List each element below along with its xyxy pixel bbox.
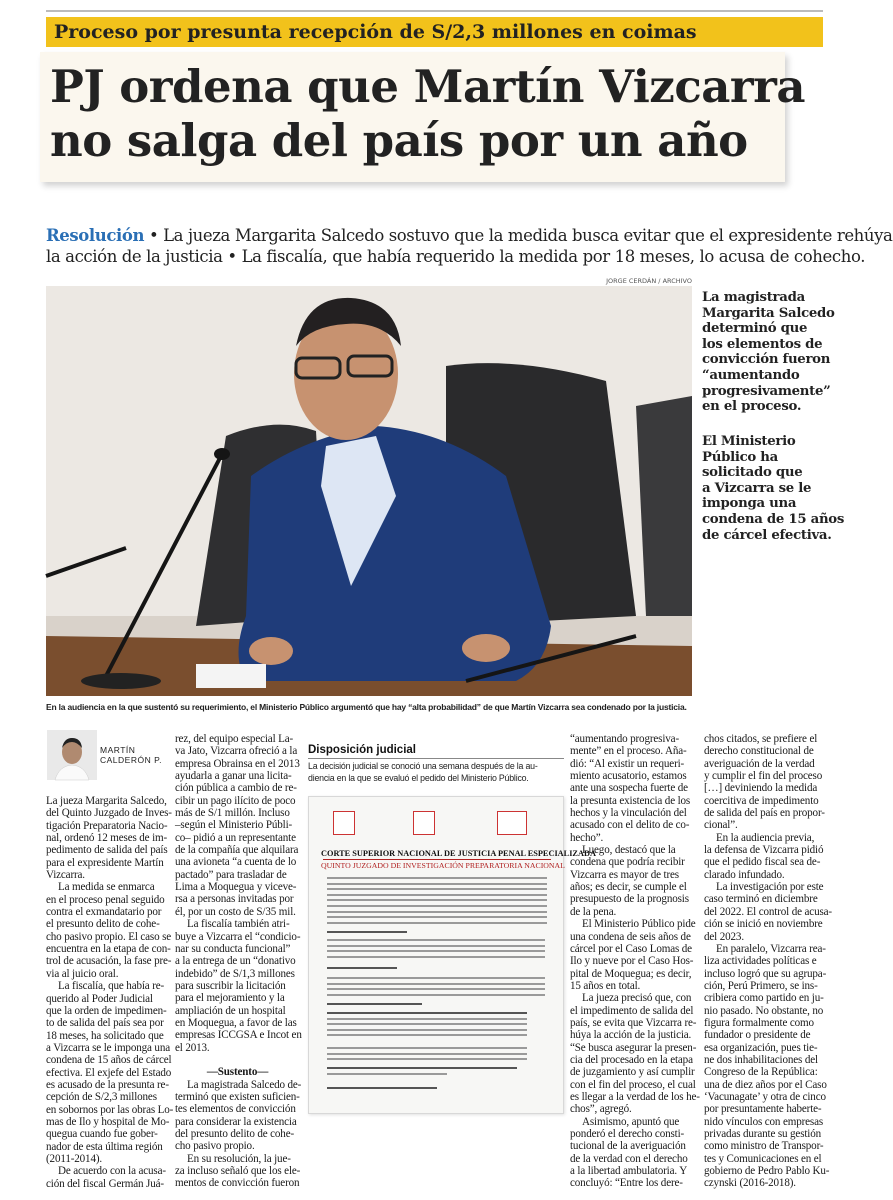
article-line: una de diez años por el Caso [704, 1078, 827, 1091]
doc-text-line [327, 956, 545, 958]
subhead-text-1: • La jueza Margarita Salcedo sostuvo que la medida busca evitar que el expresidente rehúya [144, 226, 893, 245]
doc-text-line [327, 1012, 527, 1014]
article-line [175, 1054, 300, 1066]
doc-red-rule [323, 859, 551, 860]
author-avatar [47, 730, 97, 780]
article-line: el presunto delito de cohe- [46, 918, 160, 931]
article-line: una condena de seis años de [570, 930, 691, 943]
article-line: él, por un costo de S/35 mil. [175, 905, 296, 918]
article-line: Congreso de la República: [704, 1066, 818, 1079]
article-line: —Sustento— [206, 1066, 269, 1079]
article-line: La magistrada Salcedo de- [187, 1078, 302, 1091]
article-line: […] deviniendo la medida [704, 782, 818, 795]
doc-text-line [327, 888, 547, 890]
article-line: mentos de convicción fueron [175, 1177, 300, 1190]
article-line: coercitiva de impedimento [704, 794, 819, 807]
article-line: a la libertad ambulatoria. Y [570, 1165, 688, 1178]
pull-quote-1-line: progresivamente” [702, 383, 831, 399]
article-line: Vizcarra. [46, 869, 85, 882]
pull-quote-2-line: solicitado que [702, 465, 803, 481]
article-column-4 [570, 733, 698, 1190]
article-line: para considerar la existencia [175, 1115, 297, 1128]
article-line: ponderó el derecho consti- [570, 1128, 685, 1140]
article-line: 18 meses, ha solicitado que [46, 1029, 164, 1042]
headline-line-2: no salga del país por un año [50, 114, 748, 167]
photo-illustration [46, 286, 692, 696]
article-line: como ministro de Transpor- [704, 1140, 824, 1153]
pull-quote-2-line: Público ha [702, 449, 778, 465]
article-line: terminó que existen suficien- [175, 1090, 300, 1103]
kicker-banner [46, 17, 823, 47]
doc-text-line [327, 1034, 527, 1036]
kicker-text: Proceso por presunta recepción de S/2,3 millones en coimas [54, 21, 697, 43]
article-line: La jueza Margarita Salcedo, [46, 795, 167, 807]
article-line: esa organización, pues tie- [704, 1041, 818, 1054]
article-line: ‘Vacunagate’ y otra de cinco [704, 1090, 826, 1103]
article-line: para suscribir la licitación [175, 979, 286, 992]
article-line: derecho constitucional de [704, 745, 814, 758]
article-line: “Se busca asegurar la presen- [570, 1041, 697, 1054]
article-line: la defensa de Vizcarra pidió [704, 844, 824, 857]
article-line: en Moquegua, a favor de las [175, 1016, 297, 1029]
top-rule [46, 10, 823, 12]
doc-text-line [327, 945, 545, 947]
article-line: La medida se enmarca [58, 881, 155, 894]
article-line: cional”. [704, 819, 738, 832]
pull-quote-2-line: a Vizcarra se le [702, 480, 812, 496]
doc-box-rule [308, 758, 564, 759]
subhead-line-2: la acción de la justicia • La fiscalía, que había requerido la medida por 18 meses, lo acusa de cohecho. [46, 247, 866, 266]
article-line: Lima a Moquegua y viceve- [175, 881, 297, 894]
doc-text-line [327, 894, 547, 896]
judicial-power-logo-icon [413, 811, 435, 835]
article-line: nido vínculos con empresas [704, 1115, 824, 1128]
doc-text-line [327, 911, 547, 913]
article-line: tigación Preparatoria Nacio- [46, 819, 168, 832]
pull-quote-2-line: condena de 15 años [702, 511, 845, 527]
article-line: za incluso señaló que los ele- [175, 1165, 301, 1178]
article-line: La fiscalía, que había re- [58, 980, 165, 993]
article-line: El Ministerio Público pide [582, 918, 696, 931]
doc-court-name: CORTE SUPERIOR NACIONAL DE JUSTICIA PENAL ESPECIALIZADA [321, 849, 596, 858]
article-line: tes elementos de convicción [175, 1103, 296, 1116]
article-line: de la pena. [570, 905, 617, 918]
article-line: De acuerdo con la acusa- [58, 1165, 166, 1178]
article-line: La fiscalía también atri- [187, 918, 290, 931]
article-line: de salida del país en propor- [704, 807, 825, 820]
article-line: czynski (2016-2018). [704, 1177, 796, 1190]
article-line: cia del procesado en la etapa [570, 1053, 693, 1066]
doc-text-line [327, 967, 397, 969]
pull-quote-2 [702, 434, 845, 543]
article-line: efectiva. El exjefe del Estado [46, 1066, 172, 1079]
doc-text-line [327, 1058, 527, 1060]
article-line: rsa a personas invitadas por [175, 893, 294, 906]
article-line: del 2023. [704, 930, 744, 943]
article-line: encuentra en la etapa de con- [46, 943, 171, 956]
article-line: empresas ICCGSA e Incot en [175, 1029, 302, 1042]
article-line: La investigación por este [716, 881, 824, 894]
photo-caption: En la audiencia en la que sustentó su requerimiento, el Ministerio Público argumentó que hay “alta probabilidad” de que Martín Vizcarra sea condenado por la justicia. [46, 702, 687, 712]
doc-desc-line-1: La decisión judicial se conoció una semana después de la au- [308, 761, 538, 771]
article-line: hecho”. [570, 831, 604, 844]
article-line: la presunta existencia de los [570, 794, 691, 807]
article-line: para el mejoramiento y la [175, 992, 285, 1005]
pull-quote-1-line: “aumentando [702, 367, 800, 383]
article-line: privadas durante su gestión [704, 1128, 822, 1140]
doc-court-subname: QUINTO JUZGADO DE INVESTIGACIÓN PREPARATORIA NACIONAL [321, 861, 565, 870]
article-line: caso terminó en diciembre [704, 893, 818, 906]
article-column-2 [175, 733, 300, 1190]
article-line: por presuntamente haberte- [704, 1103, 822, 1116]
main-photo [46, 286, 692, 696]
doc-text-line [327, 950, 545, 952]
doc-text-line [327, 1053, 527, 1055]
article-line: to de salida del país sea por [46, 1017, 164, 1030]
article-line: ción, Perú Primero, se ins- [704, 979, 818, 992]
article-line: co– pidió a un representante [175, 831, 296, 844]
article-line: trol de acusación, la fase pre- [46, 955, 172, 968]
article-line: tucional de la averiguación [570, 1140, 686, 1153]
article-line: concluyó: “Entre los dere- [570, 1177, 683, 1190]
doc-text-line [327, 994, 545, 996]
article-line: condena que podría recibir [570, 856, 685, 869]
article-line: empresa Obrainsa en el 2013 [175, 757, 300, 770]
article-line: miento acusatorio, estamos [570, 770, 687, 783]
pull-quote-2-line: El Ministerio [702, 434, 796, 449]
author-first-name: MARTÍN [100, 745, 136, 755]
article-line: –según el Ministerio Públi- [175, 819, 293, 832]
doc-text-line [327, 883, 547, 885]
article-line: es llegar a la verdad de los he- [570, 1090, 700, 1103]
article-line: es acusado de la presunta re- [46, 1078, 169, 1091]
article-line: condena de 15 años de cárcel [46, 1054, 172, 1067]
article-line: via al juicio oral. [46, 967, 119, 980]
article-line: nal, ordenó 12 meses de im- [46, 832, 168, 845]
article-line: clarado infundado. [704, 868, 785, 881]
headline [50, 60, 805, 168]
doc-text-line [327, 1023, 527, 1025]
doc-text-line [327, 931, 407, 933]
article-line: En paralelo, Vizcarra rea- [716, 942, 826, 955]
article-line: acusado con el delito de co- [570, 819, 690, 832]
doc-text-line [327, 988, 545, 990]
article-line: ampliación de un hospital [175, 1004, 286, 1017]
article-line: pactado” para trasladar de [175, 868, 287, 881]
court-logo-icon [497, 811, 527, 835]
article-line: “aumentando progresiva- [570, 733, 679, 745]
article-line: cho pasivo propio. El caso se [46, 930, 172, 943]
article-line: ción del fiscal Germán Juá- [46, 1177, 164, 1190]
doc-text-line [327, 905, 547, 907]
doc-text-line [327, 977, 545, 979]
article-line: el impedimento de salida del [570, 1004, 694, 1017]
article-line: en sobornos por las obras Lo- [46, 1103, 174, 1116]
article-line: de juzgamiento y así cumplir [570, 1066, 695, 1079]
article-line: liza actividades políticas e [704, 955, 817, 968]
article-line: de la compañía que alquilara [175, 844, 299, 857]
article-line: cepción de S/2,3 millones [46, 1091, 157, 1104]
article-line: del presunto delito de cohe- [175, 1128, 295, 1140]
article-line: a Vizcarra se le imponga una [46, 1041, 170, 1054]
article-line: rez, del equipo especial La- [175, 733, 294, 745]
doc-text-line [327, 1087, 437, 1089]
article-line: más de S/1 millón. Incluso [175, 807, 290, 820]
article-line: chos citados, se prefiere el [704, 733, 818, 745]
pull-quote-1-line: Margarita Salcedo [702, 305, 835, 321]
article-line: La jueza precisó que, con [582, 992, 692, 1005]
article-line: nar su conducta funcional” [175, 942, 291, 955]
pull-quote-1-line: los elementos de [702, 336, 823, 352]
article-line: mente” en el proceso. Aña- [570, 745, 687, 758]
doc-text-line [327, 1018, 527, 1020]
article-line: ción se inició en noviembre [704, 918, 823, 931]
article-line: incluso logró que su agrupa- [704, 967, 827, 980]
article-line: cribiera como partido en ju- [704, 992, 824, 1005]
article-line: contra el exmandatario por [46, 906, 162, 919]
pull-quote-1-line: en el proceso. [702, 399, 802, 415]
article-line: buye a Vizcarra el “condicio- [175, 930, 301, 943]
article-line: hechos y la vinculación del [570, 807, 687, 820]
subhead-line-1 [46, 225, 893, 246]
photo-credit: JORGE CERDÁN / ARCHIVO [606, 277, 692, 285]
doc-text-line [327, 1067, 517, 1069]
article-line: país, se evita que Vizcarra re- [570, 1016, 697, 1029]
article-line: (2011-2014). [46, 1152, 103, 1165]
headline-line-1: PJ ordena que Martín Vizcarra [50, 60, 805, 113]
pull-quote-2-line: de cárcel efectiva. [702, 527, 832, 543]
article-line: ayudarla a ganar una licita- [175, 770, 292, 783]
article-column-1 [46, 795, 174, 1190]
doc-text-line [327, 939, 545, 941]
doc-text-line [327, 899, 547, 901]
article-line: dió: “Al existir un requeri- [570, 757, 685, 770]
article-line: mas de Ilo y hospital de Mo- [46, 1115, 170, 1128]
article-line: a la entrega de un “donativo [175, 955, 296, 968]
doc-text-line [327, 877, 547, 879]
doc-text-line [327, 916, 547, 918]
article-line: figura formalmente como [704, 1016, 814, 1029]
article-line: gobierno de Pedro Pablo Ku- [704, 1165, 830, 1178]
article-line: pedimento de salida del país [46, 844, 168, 857]
article-line: en el proceso penal seguido [46, 893, 165, 906]
author-last-name: CALDERÓN P. [100, 755, 163, 765]
pull-quote-2-line: imponga una [702, 496, 797, 512]
article-line: y cumplir el fin del proceso [704, 770, 823, 783]
article-line: que la orden de impedimen- [46, 1004, 167, 1017]
article-line: 15 años en total. [570, 979, 641, 992]
doc-text-line [327, 1073, 447, 1075]
article-line: En la audiencia previa, [716, 831, 815, 844]
pull-quote-1-line: La magistrada [702, 290, 805, 305]
article-line: fundador o presidente de [704, 1029, 811, 1042]
article-line: Asimismo, apuntó que [582, 1115, 680, 1128]
pull-quote-1-line: determinó que [702, 321, 808, 337]
article-line: ante una sospecha fuerte de [570, 782, 688, 795]
headline-box [40, 52, 805, 182]
article-line: ción pública a cambio de re- [175, 782, 297, 795]
peru-shield-icon [333, 811, 355, 835]
article-line: Luego, destacó que la [582, 844, 676, 857]
article-line: que el pedido fiscal sea de- [704, 856, 821, 869]
doc-box-description [308, 761, 564, 784]
pull-quote-1-line: convicción fueron [702, 352, 831, 368]
article-line: averiguación de la verdad [704, 757, 815, 770]
article-line: En su resolución, la jue- [187, 1152, 291, 1165]
article-line: cárcel por el Caso Lomas de [570, 942, 692, 955]
subhead-tag: Resolución [46, 226, 145, 245]
subheadline [46, 225, 893, 267]
article-line: chos”, agregó. [570, 1103, 632, 1116]
doc-text-line [327, 983, 545, 985]
article-line: querido al Poder Judicial [46, 992, 153, 1005]
article-line: quegua cuando fue gober- [46, 1128, 158, 1141]
article-line: del 2022. El control de acusa- [704, 905, 832, 918]
doc-box-title: Disposición judicial [308, 744, 416, 756]
author-byline [100, 745, 162, 765]
article-line: presupuesto de la prognosis [570, 893, 689, 906]
article-line: con el fin del proceso, el cual [570, 1078, 696, 1091]
article-line: húya la acción de la justicia. [570, 1029, 692, 1042]
article-line: ne dos inhabilitaciones del [704, 1053, 818, 1066]
article-line: Vizcarra es mayor de tres [570, 868, 679, 881]
doc-desc-line-2: diencia en la que se evaluó el pedido del Ministerio Público. [308, 772, 529, 783]
doc-text-line [327, 1029, 527, 1031]
doc-text-line [327, 1003, 422, 1005]
article-line: para el expresidente Martín [46, 856, 164, 869]
article-line: nio pasado. No obstante, no [704, 1004, 824, 1017]
article-line: indebido” de S/1,3 millones [175, 967, 295, 980]
article-line: va Jato, Vizcarra ofreció a la [175, 745, 298, 758]
article-line: el 2013. [175, 1041, 210, 1054]
article-line: pital de Moquegua; es decir, [570, 967, 692, 980]
article-line: tes y Comunicaciones en el [704, 1152, 822, 1165]
article-line: del Quinto Juzgado de Inves- [46, 807, 172, 820]
article-line: cho pasivo propio. [175, 1140, 255, 1153]
doc-text-line [327, 922, 547, 924]
article-line: Ilo y nueve por el Caso Hos- [570, 955, 694, 968]
article-line: una avioneta “a cuenta de lo [175, 856, 297, 869]
article-line: años; es decir, se cumple el [570, 881, 687, 894]
article-line: cibir un pago ilícito de poco [175, 794, 296, 807]
pull-quote-1 [702, 290, 835, 415]
doc-text-line [327, 1047, 527, 1049]
article-line: de la verdad con el derecho [570, 1152, 688, 1165]
article-column-5 [704, 733, 832, 1190]
author-avatar-icon [47, 730, 97, 780]
article-line: nador de esta última región [46, 1140, 163, 1153]
